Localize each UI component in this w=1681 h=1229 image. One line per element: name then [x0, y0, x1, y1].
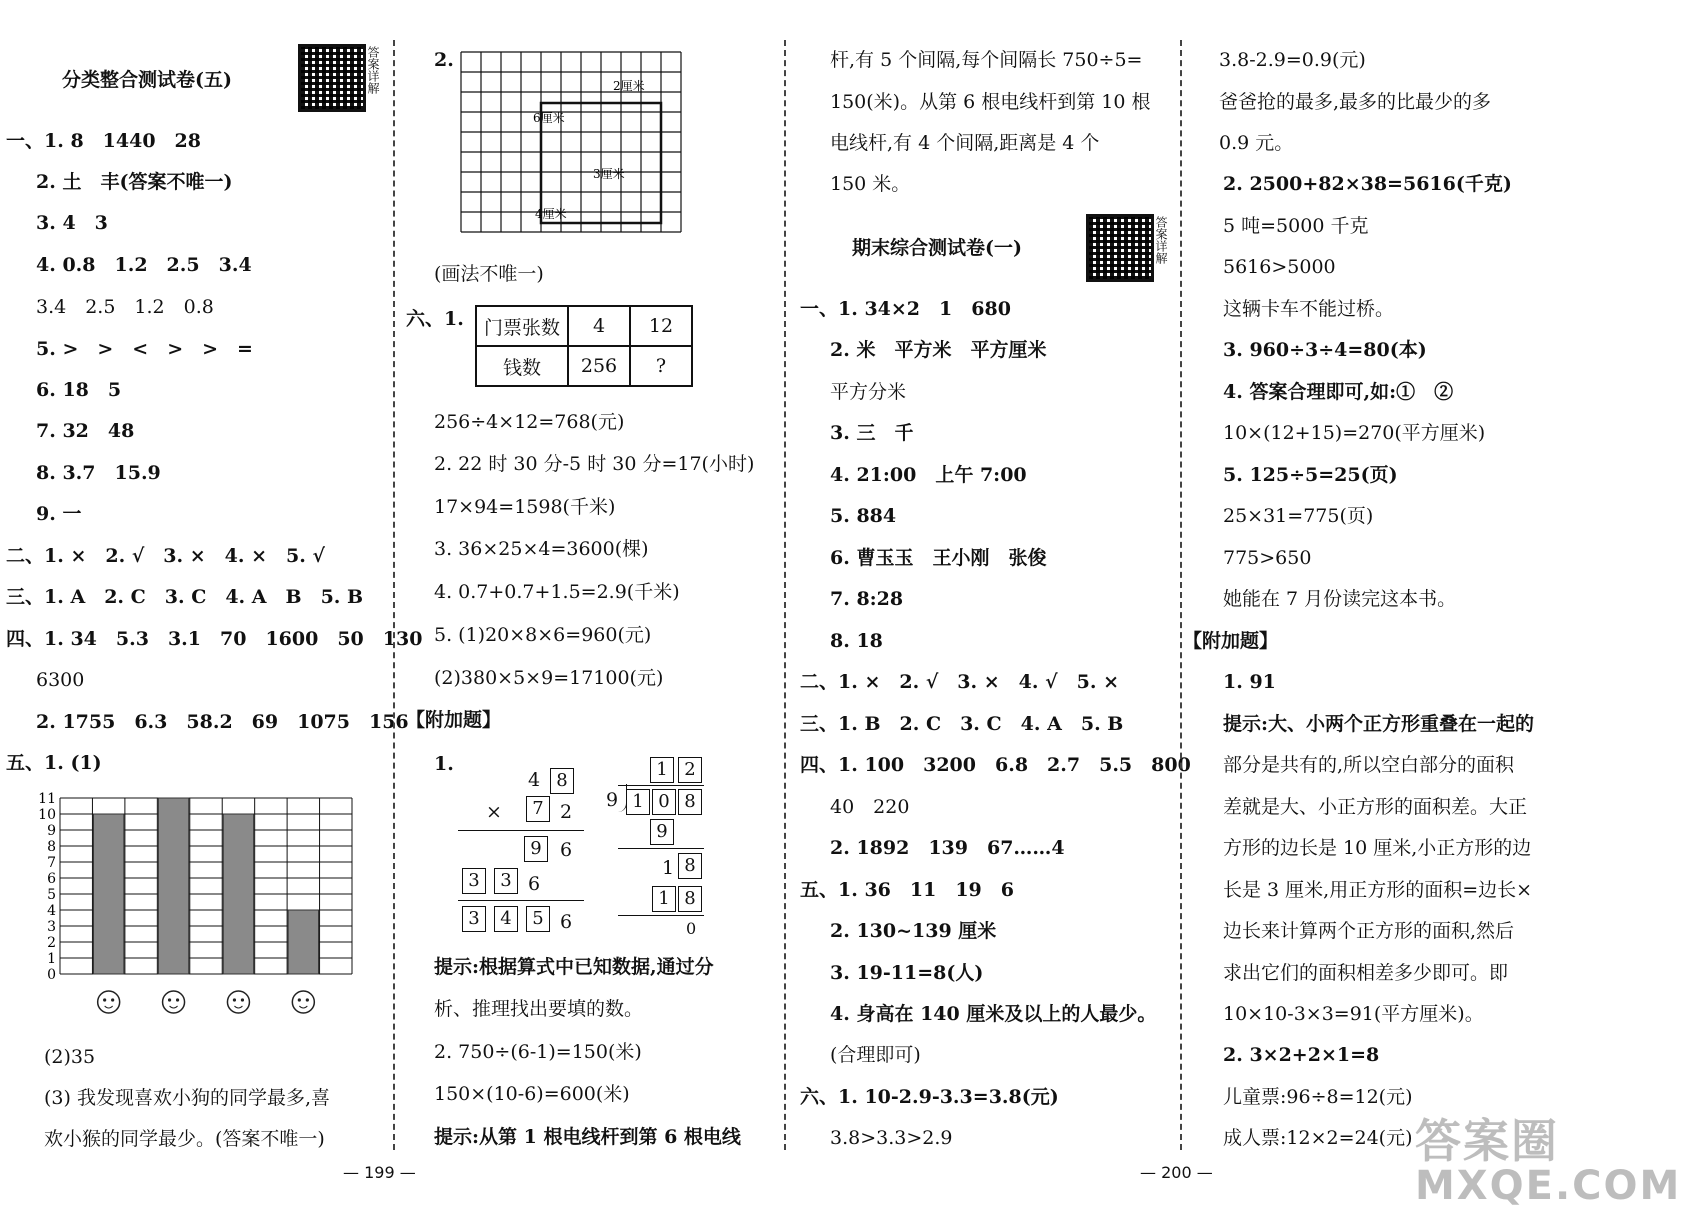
y-tick-label: 11	[38, 791, 56, 807]
column-divider	[1180, 40, 1182, 1150]
answer-line: 2. 750÷(6-1)=150(米)	[434, 1041, 642, 1063]
test-title-final: 期末综合测试卷(一)	[852, 237, 1022, 259]
digit-box: 8	[678, 789, 702, 815]
answer-line: 2. 2500+82×38=5616(千克)	[1223, 173, 1512, 195]
answer-line: 4. 0.7+0.7+1.5=2.9(千米)	[434, 581, 680, 603]
animal-icon-eye	[233, 998, 236, 1001]
qr-label: 答案详解	[1154, 216, 1168, 264]
rule	[618, 785, 704, 786]
digit-box: 8	[678, 853, 702, 879]
answer-line: 2. 土 丰(答案不唯一)	[36, 171, 233, 193]
hint-line: 方形的边长是 10 厘米,小正方形的边	[1223, 837, 1532, 859]
y-tick-label: 7	[47, 855, 56, 871]
digit-box: 0	[652, 789, 676, 815]
y-tick-label: 5	[47, 887, 56, 903]
square-grid	[455, 50, 685, 240]
table-cell: 4	[568, 306, 630, 346]
answer-line: 1. 91	[1223, 671, 1276, 693]
grid-label: 3厘米	[593, 167, 625, 181]
answer-line: 3.8>3.3>2.9	[830, 1127, 953, 1149]
digit-box: 9	[650, 819, 674, 845]
digit: 6	[560, 911, 573, 933]
digit-box: 3	[462, 868, 486, 894]
animal-icon-eye	[176, 998, 179, 1001]
answer-line: 5616>5000	[1223, 256, 1336, 278]
table-row	[476, 306, 692, 346]
watermark-text: 答案圈	[1415, 1114, 1559, 1168]
hint-line: 部分是共有的,所以空白部分的面积	[1223, 754, 1515, 776]
answer-line: 儿童票:96÷8=12(元)	[1223, 1086, 1413, 1108]
answer-line: (2)380×5×9=17100(元)	[434, 667, 664, 689]
rule	[458, 830, 584, 831]
answer-line: 9. 一	[36, 503, 82, 525]
answer-line: 3. 19-11=8(人)	[830, 962, 984, 984]
answer-line: 17×94=1598(千米)	[434, 496, 616, 518]
animal-icon-eye	[306, 998, 309, 1001]
animal-icon	[292, 991, 314, 1013]
digit-box: 4	[494, 906, 518, 932]
answer-line: 六、1. 10-2.9-3.3=3.8(元)	[800, 1086, 1059, 1108]
table-cell: 12	[630, 306, 692, 346]
y-tick-label: 4	[47, 903, 56, 919]
column-divider	[393, 40, 395, 1150]
answer-line: 2. 130~139 厘米	[830, 920, 997, 942]
bar-chart	[30, 788, 370, 1028]
column-4	[1183, 0, 1600, 1160]
rule	[618, 915, 704, 916]
animal-icon-eye	[241, 998, 244, 1001]
digit-box: 8	[678, 886, 702, 912]
answer-line: 8. 18	[830, 630, 883, 652]
digit: 1	[662, 857, 675, 879]
digit: 2	[560, 801, 573, 823]
answer-line: 5. (1)20×8×6=960(元)	[434, 624, 652, 646]
digit-box: 2	[678, 757, 702, 783]
test-title-5: 分类整合测试卷(五)	[62, 69, 232, 91]
animal-icon-mouth	[105, 1006, 113, 1008]
answer-line: 三、1. B 2. C 3. C 4. A 5. B	[800, 713, 1124, 735]
hint-line: 差就是大、小正方形的面积差。大正	[1223, 796, 1528, 818]
animal-icon	[98, 991, 120, 1013]
y-tick-label: 1	[47, 951, 56, 967]
animal-icon-eye	[168, 998, 171, 1001]
animal-icon-eye	[103, 998, 106, 1001]
answer-line: 3.4 2.5 1.2 0.8	[36, 296, 214, 318]
digit-box: 8	[550, 768, 574, 794]
times-sign: ×	[486, 801, 502, 823]
answer-line: 三、1. A 2. C 3. C 4. A B 5. B	[6, 586, 364, 608]
bar	[158, 798, 188, 974]
answer-line: 4. 身高在 140 厘米及以上的人最少。	[830, 1003, 1157, 1025]
answer-line: 二、1. × 2. √ 3. × 4. √ 5. ×	[800, 671, 1119, 693]
answer-line: 4. 0.8 1.2 2.5 3.4	[36, 254, 252, 276]
animal-icon-mouth	[170, 1006, 178, 1008]
q2-label: 2.	[434, 49, 454, 71]
animal-icon	[163, 991, 185, 1013]
table-cell: 钱数	[476, 346, 568, 386]
animal-icon-eye	[298, 998, 301, 1001]
answer-line: 150×(10-6)=600(米)	[434, 1083, 630, 1105]
hint-line: 析、推理找出要填的数。	[434, 998, 644, 1020]
answer-line: 电线杆,有 4 个间隔,距离是 4 个	[830, 132, 1100, 154]
answer-line: 5 吨=5000 千克	[1223, 215, 1369, 237]
grid-label: 2厘米	[613, 79, 645, 93]
hint-line: 提示:大、小两个正方形重叠在一起的	[1223, 713, 1535, 735]
y-tick-label: 6	[47, 871, 56, 887]
hint-line: 求出它们的面积相差多少即可。即	[1223, 962, 1509, 984]
q6-label: 六、1.	[406, 308, 464, 330]
y-tick-label: 2	[47, 935, 56, 951]
answer-line: 6. 曹玉玉 王小刚 张俊	[830, 547, 1047, 569]
answer-line: 3. 4 3	[36, 212, 108, 234]
answer-line: 7. 32 48	[36, 420, 135, 442]
answer-line: 五、1. 36 11 19 6	[800, 879, 1014, 901]
answer-line: 5. > > < > > =	[36, 338, 253, 360]
qr-label: 答案详解	[366, 46, 380, 94]
hint-line: 提示:从第 1 根电线杆到第 6 根电线	[434, 1126, 741, 1148]
answer-line: 3. 三 千	[830, 422, 914, 444]
hint-line: 边长来计算两个正方形的面积,然后	[1223, 920, 1515, 942]
qr-code-icon	[1086, 214, 1154, 282]
digit-box: 7	[526, 796, 550, 822]
digit-box: 1	[626, 789, 650, 815]
column-3	[800, 0, 1195, 1160]
answer-line: 150(米)。从第 6 根电线杆到第 10 根	[830, 91, 1151, 113]
digit-box: 3	[462, 906, 486, 932]
answer-line: 8. 3.7 15.9	[36, 462, 161, 484]
rule	[458, 900, 584, 901]
answer-line: 五、1. (1)	[6, 752, 102, 774]
watermark	[1395, 1105, 1681, 1220]
answer-line: 256÷4×12=768(元)	[434, 411, 625, 433]
digit-box: 9	[524, 836, 548, 862]
animal-icon-mouth	[234, 1006, 242, 1008]
answer-line: 7. 8:28	[830, 588, 904, 610]
answer-line: 10×10-3×3=91(平方厘米)。	[1223, 1003, 1484, 1025]
column-divider	[784, 40, 786, 1150]
answer-line: 欢小猴的同学最少。(答案不唯一)	[44, 1128, 325, 1150]
digit: 6	[560, 839, 573, 861]
answer-line: 3. 960÷3÷4=80(本)	[1223, 339, 1427, 361]
ticket-table	[475, 305, 693, 387]
page-number-left: — 199 —	[343, 1163, 416, 1182]
hint-line: 提示:根据算式中已知数据,通过分	[434, 956, 714, 978]
answer-line: 5. 125÷5=25(页)	[1223, 464, 1398, 486]
divisor: 9	[606, 789, 619, 811]
section-header: 【附加题】	[406, 709, 502, 731]
answer-line: 3. 36×25×4=3600(棵)	[434, 538, 649, 560]
section-header: 【附加题】	[1183, 630, 1279, 652]
rule	[618, 848, 704, 849]
digit: 4	[528, 769, 541, 791]
digit: 6	[528, 873, 541, 895]
answer-line: 她能在 7 月份读完这本书。	[1223, 588, 1457, 610]
answer-line: 2. 1755 6.3 58.2 69 1075 156	[36, 711, 409, 733]
table-row	[476, 346, 692, 386]
remainder: 0	[686, 919, 697, 938]
answer-line: 爸爸抢的最多,最多的比最少的多	[1219, 91, 1492, 113]
answer-line: (合理即可)	[830, 1044, 921, 1066]
grid-label: 4厘米	[535, 207, 567, 221]
answer-line: 4. 21:00 上午 7:00	[830, 464, 1027, 486]
answer-line: 150 米。	[830, 173, 911, 195]
note: (画法不唯一)	[434, 263, 544, 285]
answer-line: 一、1. 8 1440 28	[6, 130, 201, 152]
watermark-url: MXQE.COM	[1415, 1163, 1681, 1209]
digit-box: 1	[652, 886, 676, 912]
answer-line: 6300	[36, 669, 85, 691]
extra-q1-label: 1.	[434, 753, 454, 775]
answer-line: (2)35	[44, 1046, 96, 1068]
answer-line: 杆,有 5 个间隔,每个间隔长 750÷5=	[830, 49, 1143, 71]
grid-label: 6厘米	[533, 111, 565, 125]
table-cell: ?	[630, 346, 692, 386]
y-tick-label: 8	[47, 839, 56, 855]
answer-line: 2. 22 时 30 分-5 时 30 分=17(小时)	[434, 453, 755, 475]
y-tick-label: 0	[47, 967, 56, 983]
answer-line: 二、1. × 2. √ 3. × 4. × 5. √	[6, 545, 325, 567]
qr-code-icon	[298, 44, 366, 112]
answer-line: 四、1. 34 5.3 3.1 70 1600 50 130	[6, 628, 423, 650]
bar	[223, 814, 253, 974]
hint-line: 长是 3 厘米,用正方形的面积=边长×	[1223, 879, 1533, 901]
y-tick-label: 3	[47, 919, 56, 935]
digit-box: 3	[494, 868, 518, 894]
table-cell: 256	[568, 346, 630, 386]
answer-line: 40 220	[830, 796, 910, 818]
answer-line: 四、1. 100 3200 6.8 2.7 5.5 800	[800, 754, 1191, 776]
y-tick-label: 9	[47, 823, 56, 839]
page-number-right: — 200 —	[1140, 1163, 1213, 1182]
column-2	[400, 0, 795, 1160]
bar	[288, 910, 318, 974]
animal-icon	[227, 991, 249, 1013]
answer-line: 3.8-2.9=0.9(元)	[1219, 49, 1366, 71]
answer-line: 2. 1892 139 67……4	[830, 837, 1065, 859]
answer-line: 10×(12+15)=270(平方厘米)	[1223, 422, 1486, 444]
animal-icon-mouth	[299, 1006, 307, 1008]
column-1	[0, 0, 423, 1160]
bar	[93, 814, 123, 974]
answer-line: (3) 我发现喜欢小狗的同学最多,喜	[44, 1087, 330, 1109]
answer-line: 775>650	[1223, 547, 1312, 569]
y-tick-label: 10	[38, 807, 56, 823]
answer-line: 2. 3×2+2×1=8	[1223, 1044, 1380, 1066]
answer-line: 25×31=775(页)	[1223, 505, 1374, 527]
answer-line: 成人票:12×2=24(元)	[1223, 1127, 1413, 1149]
answer-line: 一、1. 34×2 1 680	[800, 298, 1011, 320]
answer-line: 2. 米 平方米 平方厘米	[830, 339, 1047, 361]
animal-icon-eye	[111, 998, 114, 1001]
answer-line: 4. 答案合理即可,如:① ②	[1223, 381, 1454, 403]
table-cell: 门票张数	[476, 306, 568, 346]
answer-line: 5. 884	[830, 505, 897, 527]
answer-line: 平方分米	[830, 381, 907, 403]
answer-line: 这辆卡车不能过桥。	[1223, 298, 1395, 320]
digit-box: 5	[526, 906, 550, 932]
answer-line: 0.9 元。	[1219, 132, 1294, 154]
answer-line: 6. 18 5	[36, 379, 122, 401]
digit-box: 1	[650, 757, 674, 783]
